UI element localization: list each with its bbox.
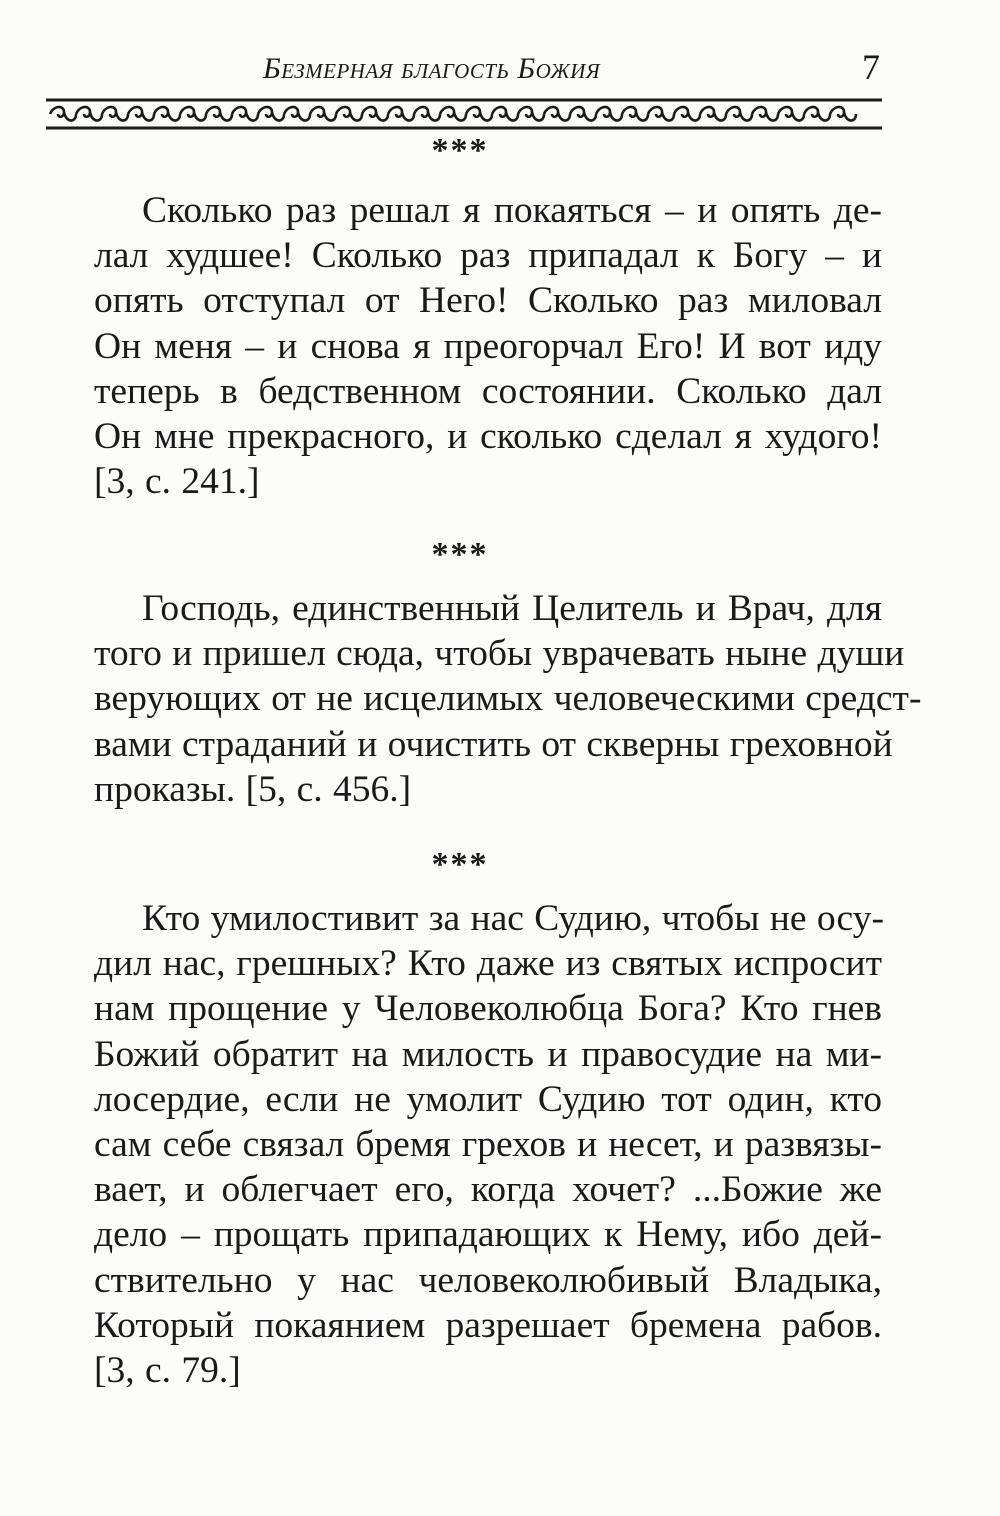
text-line: проказы. [5, с. 456.] [94,768,412,810]
text-line: ствительно у нас человеколюбивый Владыка, [94,1259,882,1301]
text-line: сам себе связал бремя грехов и несет, и развязы- [94,1124,882,1166]
citation: [3, с. 79.] [94,1350,241,1392]
text-line: того и пришел сюда, чтобы уврачевать ныне души [94,633,905,675]
section-separator: *** [431,846,489,883]
text-line: лосердие, если не умолит Судию тот один, кто [94,1078,882,1120]
page-number: 7 [862,47,880,87]
running-title: Безмерная благость Божия [263,52,601,85]
text-line: Он мне прекрасного, и сколько сделал я худого! [94,416,882,458]
text-line: Сколько раз решал я покаяться – и опять де- [142,190,882,231]
text-line: Божий обратит на милость и правосудие на ми- [94,1033,882,1075]
text-line: вами страданий и очистить от скверны греховной [94,723,893,765]
ornament-divider [46,98,882,132]
text-line: лал худшее! Сколько раз припадал к Богу – и [94,235,882,277]
paragraph [46,586,922,812]
text-line: дил нас, грешных? Кто даже из святых испросит [94,943,882,985]
text-line: теперь в бедственном состоянии. Сколько дал [94,370,882,412]
text-line: вает, и облегчает его, когда хочет? ...Божие же [94,1169,882,1211]
text-line: опять отступал от Него! Сколько раз миловал [94,280,882,322]
text-line: верующих от не исцелимых человеческими средст- [94,678,922,720]
text-line: нам прощение у Человеколюбца Бога? Кто гнев [94,988,882,1030]
text-line: Кто умилостивит за нас Судию, чтобы не осу- [142,898,884,939]
text-line: Господь, единственный Целитель и Врач, для [142,588,882,629]
text-line: Он меня – и снова я преогорчал Его! И вот иду [94,325,882,367]
running-head [48,46,880,96]
text-line: Который покаянием разрешает бремена рабов. [94,1304,882,1346]
text-line: дело – прощать припадающих к Нему, ибо дей- [94,1214,882,1256]
section-separator: *** [431,536,489,573]
paragraph [46,896,882,1393]
paragraph [46,188,882,504]
section-separator: *** [431,132,489,169]
citation: [3, с. 241.] [94,461,260,503]
